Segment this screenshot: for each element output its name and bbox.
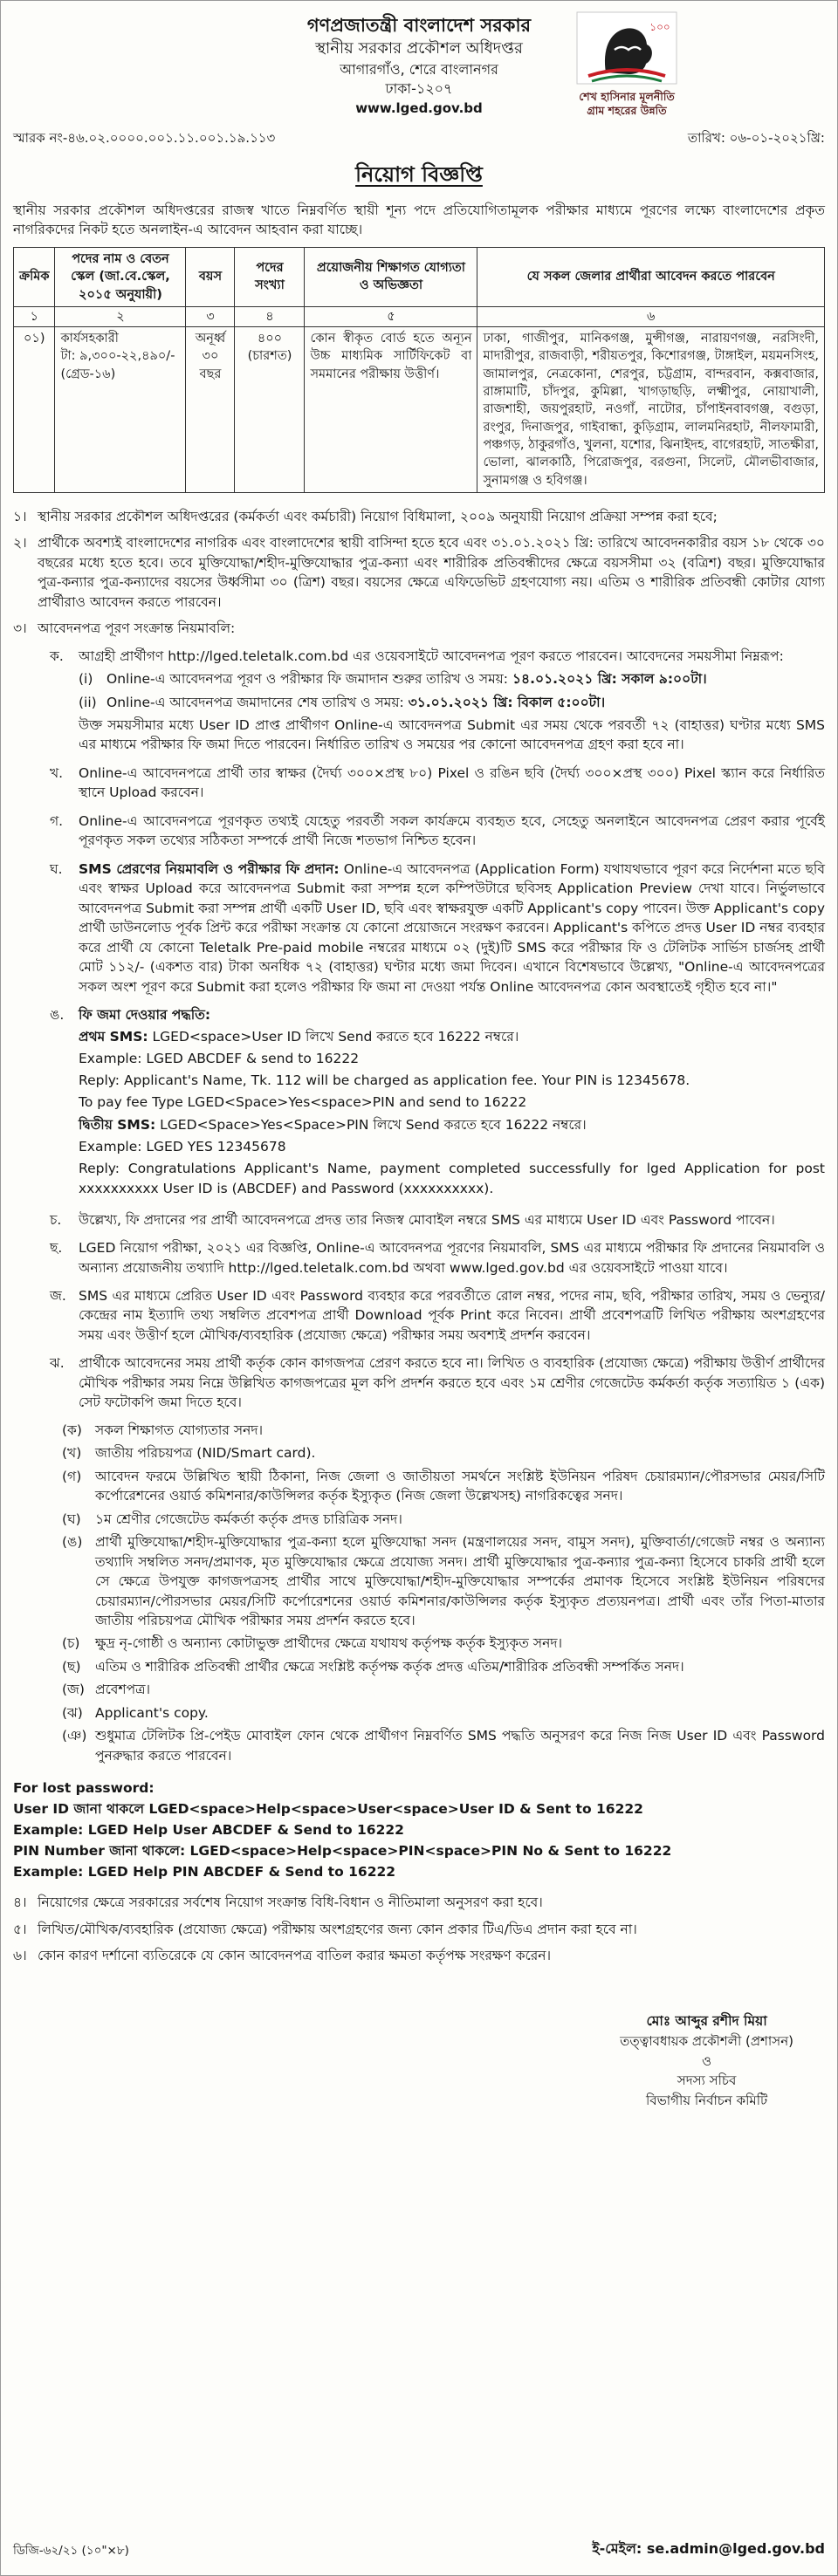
rule-gha (50, 860, 825, 997)
col-header-qualification: প্রয়োজনীয় শিক্ষাগত যোগ্যতা ও অভিজ্ঞতা (305, 247, 477, 306)
item-number: ১। (13, 508, 27, 524)
rule-chha (50, 1238, 825, 1278)
sms-text: Example: LGED ABCDEF & send to 16222 (79, 1050, 360, 1066)
item-text: আবেদনপত্র পূরণ সংক্রান্ত নিয়মাবলি: (38, 620, 236, 637)
cell-qualification: কোন স্বীকৃত বোর্ড হতে অন্যূন উচ্চ মাধ্যমিক সার্টিফিকেট বা সমমানের পরীক্ষায় উত্তীর্ণ। (305, 327, 477, 493)
rule-uno (50, 1005, 825, 1201)
doc-text: আবেদন ফরমে উল্লিখিত স্থায়ী ঠিকানা, নিজ জেলা ও জাতীয়তা সমর্থনে সংশ্লিষ্ট ইউনিয়ন পরিষদ চেয়ারম্যান/পৌরসভার মেয়র/সিটি কর্পোরেশনের ওয়ার্ড কমিশনার/কাউন্সিলর কর্তৃক ইস্যুকৃত (নিজ জেলা উল্লেখসহ) নাগরিকত্বের সনদ। (95, 1468, 825, 1504)
post-grade: (গ্রেড-১৬) (60, 367, 116, 381)
doc-label: (চ) (62, 1635, 80, 1652)
cell-post (55, 327, 186, 493)
issue-date: তারিখ: ০৬-০১-২০২১খ্রি: (687, 130, 825, 146)
col-header-count: পদের সংখ্যা (235, 247, 305, 306)
roman-text: Online-এ আবেদনপত্র পূরণ ও পরীক্ষার ফি জমাদান শুরুর তারিখ ও সময়: (106, 671, 509, 688)
post-name: কার্যসহকারী (60, 332, 119, 346)
colnum-2: ২ (55, 306, 186, 326)
doc-text: ক্ষুদ্র নৃ-গোষ্ঠী ও অন্যান্য কোটাভুক্ত প্রার্থীদের ক্ষেত্রে যথাযথ কর্তৃপক্ষ কর্তৃক ইস্যুকৃত সনদ। (95, 1635, 563, 1652)
signatory-title-2: ও (702, 2052, 712, 2069)
logo-caption-line-1: শেখ হাসিনার মূলনীতি (579, 90, 675, 103)
colnum-1: ১ (14, 306, 55, 326)
rule-ja (50, 1286, 825, 1345)
doc-label: (খ) (62, 1445, 82, 1462)
sms-text: Reply: Congratulations Applicant's Name, payment completed successfully for lged Application for post xxxxxxxxxx User ID is (ABCDEF) and Password (xxxxxxxxxx). (79, 1161, 825, 1197)
rule-kha (50, 764, 825, 803)
signatory-name: মোঃ আব্দুর রশীদ মিয়া (646, 2012, 767, 2029)
logo-badge-100: ১০০ (649, 21, 670, 33)
memo-row (13, 128, 825, 150)
document-header (13, 10, 825, 121)
intro-paragraph: স্থানীয় সরকার প্রকৌশল অধিদপ্তরের রাজস্ব খাতে নিম্নবর্ণিত স্থায়ী শূন্য পদে প্রতিযোগিতামূলক পরীক্ষার মাধ্যমে পূরণের লক্ষ্যে বাংলাদেশের প্রকৃত নাগরিকদের নিকট হতে অনলাইন-এ আবেদন আহবান করা যাচ্ছে। (13, 202, 825, 238)
signatory-title-4: বিভাগীয় নির্বাচন কমিটি (645, 2092, 768, 2108)
doc-item-gha (62, 1510, 825, 1529)
rule-label: চ. (50, 1211, 62, 1228)
item-text: কোন কারণ দর্শানো ব্যতিরেকে যে কোন আবেদনপত্র বাতিল করার ক্ষমতা কর্তৃপক্ষ সংরক্ষণ করেন। (38, 1948, 552, 1964)
sms-line (79, 1093, 825, 1113)
doc-label: (ঞ) (62, 1728, 87, 1744)
count-number: ৪০০ (257, 332, 283, 346)
memo-number: স্মারক নং-৪৬.০২.০০০০.০০১.১১.০০১.১৯.১১৩ (13, 130, 276, 146)
post-scale: টা: ৯,৩০০-২২,৪৯০/- (60, 349, 175, 364)
item-number: ৫। (13, 1921, 27, 1937)
doc-text: Applicant's copy. (95, 1704, 209, 1721)
roman-value: ৩১.০১.২০২১ খ্রি: বিকাল ৫:০০টা। (408, 694, 606, 710)
rule-label: খ. (50, 764, 64, 781)
mujib-100-logo-image (576, 11, 677, 85)
doc-label: (জ) (62, 1682, 85, 1698)
website-link[interactable]: www.lged.gov.bd (355, 100, 483, 117)
signature-block (13, 2011, 793, 2110)
doc-text: প্রার্থী মুক্তিযোদ্ধা/শহীদ-মুক্তিযোদ্ধার পুত্র-কন্যা হলে মুক্তিযোদ্ধা সনদ (মন্ত্রণালয়ের সনদ, বামুস সনদ), মুক্তিবার্তা/গেজেট নম্বর ও অন্যান্য তথ্যাদি সম্বলিত সনদ/প্রমাণক, মৃত মুক্তিযোদ্ধার ক্ষেত্রে প্রযোজ্য সনদ। প্রার্থী মুক্তিযোদ্ধার পুত্র-কন্যার পুত্র-কন্যা হিসেবে চাকরি প্রার্থী হলে সে ক্ষেত্রে উপযুক্ত কাগজপত্রসহ প্রার্থীর সাথে মুক্তিযোদ্ধা/শহীদ-মুক্তিযোদ্ধার সম্পর্কের প্রমাণক হিসেবে সংশ্লিষ্ট ইউনিয়ন পরিষদের চেয়ারম্যান/পৌরসভার মেয়র/সিটি কর্পোরেশনের ওয়ার্ড কমিশনার/কাউন্সিলর কর্তৃক ইস্যুকৃত প্রত্যয়নপত্র। প্রার্থী এবং তাঁর পিতা-মাতার জাতীয় পরিচয়পত্র মৌখিক পরীক্ষার সময় প্রদর্শন করতে হবে। (95, 1534, 825, 1629)
sms-text: LGED<Space>Yes<Space>PIN লিখে Send করতে হবে 16222 নম্বরে। (160, 1116, 587, 1133)
item-text: স্থানীয় সরকার প্রকৌশল অধিদপ্তরের (কর্মকর্তা এবং কর্মচারী) নিয়োগ বিধিমালা, ২০০৯ অনুযায়ী নিয়োগ প্রক্রিয়া সম্পন্ন করা হবে; (38, 508, 718, 524)
rule-ka (50, 647, 825, 755)
sms-text: To pay fee Type LGED<Space>Yes<space>PIN and send to 16222 (79, 1094, 527, 1111)
doc-item-chha (62, 1657, 825, 1676)
age-line-1: অনূর্ধ্ব (195, 332, 226, 346)
doc-item-ka (62, 1421, 825, 1440)
rule-label: ক. (50, 647, 64, 664)
rule-ka-item-ii (79, 693, 825, 712)
cell-age (186, 327, 235, 493)
rule-jha (50, 1353, 825, 1412)
rule-label: ঝ. (50, 1355, 65, 1372)
footer-row (13, 2511, 825, 2561)
col-header-post: পদের নাম ও বেতন স্কেল (জা.বে.স্কেল, ২০১৫ অনুযায়ী) (55, 247, 186, 306)
doc-label: (ক) (62, 1422, 82, 1438)
lost-password-heading: For lost password: (13, 1780, 155, 1797)
cell-districts: ঢাকা, গাজীপুর, মানিকগঞ্জ, মুন্সীগঞ্জ, নারায়ণগঞ্জ, নরসিংদী, মাদারীপুর, রাজবাড়ী, শরীয়তপুর, কিশোরগঞ্জ, টাঙ্গাইল, ময়মনসিংহ, জামালপুর, নেত্রকোনা, শেরপুর, চট্টগ্রাম, বান্দরবান, কক্সবাজার, রাঙ্গামাটি, চাঁদপুর, কুমিল্লা, খাগড়াছড়ি, লক্ষ্মীপুর, নোয়াখালী, রাজশাহী, জয়পুরহাট, নওগাঁ, নাটোর, চাঁপাইনবাবগঞ্জ, বগুড়া, রংপুর, দিনাজপুর, গাইবান্ধা, কুড়িগ্রাম, লালমনিরহাট, নীলফামারী, পঞ্চগড়, ঠাকুরগাঁও, খুলনা, যশোর, ঝিনাইদহ, বাগেরহাট, সাতক্ষীরা, ভোলা, ঝালকাঠি, পিরোজপুর, বরগুনা, সিলেট, মৌলভীবাজার, সুনামগঞ্জ ও হবিগঞ্জ। (477, 327, 825, 493)
table-colnum-row (14, 306, 825, 326)
colnum-3: ৩ (186, 306, 235, 326)
documents-list (62, 1417, 825, 1770)
item-number: ৩। (13, 620, 27, 637)
lost-password-line: Example: LGED Help User ABCDEF & Send to 16222 (13, 1822, 404, 1839)
rule-text: LGED নিয়োগ পরীক্ষা, ২০২১ এর বিজ্ঞপ্তি, Online-এ আবেদনপত্র পূরণের নিয়মাবলি, SMS এর মাধ্যমে পরীক্ষার ফি প্রদানের নিয়মাবলি ও অন্যান্য প্রয়োজনীয় তথ্যাদি http://lged.teletalk.com.bd অথবা www.lged.gov.bd এর ওয়েবসাইটে পাওয়া যাবে। (79, 1240, 825, 1276)
page-title: নিয়োগ বিজ্ঞপ্তি (355, 162, 483, 187)
sms-line (79, 1159, 825, 1200)
rule-text: SMS এর মাধ্যমে প্রেরিত User ID এবং Password ব্যবহার করে পরবর্তীতে রোল নম্বর, পদের নাম, ছবি, পরীক্ষার তারিখ, সময় ও ভেন্যুর/কেন্দ্রের নাম ইত্যাদি তথ্য সম্বলিত প্রবেশপত্র প্রার্থী Download পূর্বক Print করে নিবেন। প্রার্থী প্রবেশপত্রটি লিখিত পরীক্ষায় অংশগ্রহণের সময় এবং উত্তীর্ণ হলে মৌখিক/ব্যবহারিক (প্রযোজ্য ক্ষেত্রে) পরীক্ষার সময় অবশ্যই প্রদর্শন করবেন। (79, 1287, 825, 1343)
doc-text: এতিম ও শারীরিক প্রতিবন্ধী প্রার্থীর ক্ষেত্রে সংশ্লিষ্ট কর্তৃপক্ষ কর্তৃক প্রদত্ত এতিম/শারীরিক প্রতিবন্ধী সম্পর্কিত সনদ। (95, 1658, 684, 1675)
doc-item-ga (62, 1467, 825, 1506)
vacancy-table (13, 247, 825, 493)
rule-label: ঘ. (50, 860, 63, 877)
col-header-age: বয়স (186, 247, 235, 306)
table-header-row (14, 247, 825, 306)
item-text: নিয়োগের ক্ষেত্রে সরকারের সর্বশেষ নিয়োগ সংক্রান্ত বিধি-বিধান ও নীতিমালা অনুসরণ করা হবে। (38, 1894, 543, 1911)
sms-lead: দ্বিতীয় SMS: (79, 1116, 156, 1133)
doc-item-uno (62, 1532, 825, 1630)
logo-caption (574, 90, 680, 119)
table-row (14, 327, 825, 493)
address-line-2: ঢাকা-১২০৭ (385, 79, 453, 97)
rule-label: ঙ. (50, 1007, 65, 1024)
item-number: ২। (13, 535, 27, 552)
rule-gha-lead: SMS প্রেরণের নিয়মাবলি ও পরীক্ষার ফি প্রদান: (79, 860, 340, 877)
condition-item-4 (13, 1893, 825, 1912)
sms-line (79, 1027, 825, 1047)
rule-text: উল্লেখ্য, ফি প্রদানের পর প্রার্থী আবেদনপত্রে প্রদত্ত তার নিজস্ব মোবাইল নম্বরে SMS এর মাধ্যমে User ID এবং Password পাবেন। (79, 1211, 775, 1228)
rule-ka-item-i (79, 669, 825, 689)
lost-password-section (13, 1778, 825, 1882)
item-text: প্রার্থীকে অবশ্যই বাংলাদেশের নাগরিক এবং বাংলাদেশের স্থায়ী বাসিন্দা হতে হবে এবং ৩১.০১.২০২১ খ্রি: তারিখে আবেদনকারীর বয়স ১৮ থেকে ৩০ বছরের মধ্যে হতে হবে। তবে মুক্তিযোদ্ধা/শহীদ-মুক্তিযোদ্ধার পুত্র-কন্যা এবং শারীরিক প্রতিবন্ধীদের ক্ষেত্রে বয়সসীমা ৩২ (বত্রিশ) বছর। মুক্তিযোদ্ধার পুত্র-কন্যার পুত্র-কন্যাদের বয়সের উর্ধ্বসীমা ৩০ (ত্রিশ) বছর। বয়সের ক্ষেত্রে এফিডেভিট গ্রহণযোগ্য নয়। এতিম ও শারীরিক প্রতিবন্ধী কোটার যোগ্য প্রার্থীরাও আবেদন করতে পারবেন। (38, 535, 825, 610)
rule-text: Online-এ আবেদনপত্রে পূরণকৃত তথ্যই যেহেতু পরবর্তী সকল কার্যক্রমে ব্যবহৃত হবে, সেহেতু অনলাইনে আবেদনপত্র প্রেরণ করার পূর্বেই পূরণকৃত সকল তথ্যের সঠিকতা সম্পর্কে প্রার্থী নিজে শতভাগ নিশ্চিত হবেন। (79, 812, 825, 849)
condition-item-6 (13, 1946, 825, 1965)
cell-count (235, 327, 305, 493)
col-header-districts: যে সকল জেলার প্রার্থীরা আবেদন করতে পারবেন (477, 247, 825, 306)
rule-cha (50, 1210, 825, 1230)
sms-line (79, 1115, 825, 1135)
department-name: স্থানীয় সরকার প্রকৌশল অধিদপ্তর (315, 39, 523, 58)
signatory-title-3: সদস্য সচিব (677, 2072, 737, 2089)
title-wrap (13, 159, 825, 194)
rule-ka-note: উক্ত সময়সীমার মধ্যে User ID প্রাপ্ত প্রার্থীগণ Online-এ আবেদনপত্র Submit এর সময় থেকে পরবর্তী ৭২ (বাহাত্তর) ঘণ্টার মধ্যে SMS এর মাধ্যমে পরীক্ষার ফি জমা দিতে পারবেন। নির্ধারিত তারিখ ও সময়ের পর কোনো আবেদনপত্র গ্রহণ করা হবে না। (79, 717, 825, 753)
rule-label: ছ. (50, 1240, 63, 1257)
condition-item-5 (13, 1920, 825, 1939)
rule-text: প্রার্থীকে আবেদনের সময় প্রার্থী কর্তৃক কোন কাগজপত্র প্রেরণ করতে হবে না। লিখিত ও ব্যবহারিক (প্রযোজ্য ক্ষেত্রে) পরীক্ষায় উত্তীর্ণ প্রার্থীদের মৌখিক পরীক্ষার সময় নিম্নে উল্লিখিত কাগজপত্রের মূল কপি প্রদর্শন করতে হবে এবং ১ম শ্রেণীর গেজেটেড কর্মকর্তা কর্তৃক সত্যায়িত ১ (এক) সেট ফটোকপি জমা দিতে হবে। (79, 1355, 825, 1411)
doc-text: জাতীয় পরিচয়পত্র (NID/Smart card). (95, 1445, 316, 1462)
rule-label: জ. (50, 1287, 66, 1304)
doc-item-ja (62, 1680, 825, 1699)
lost-password-line: PIN Number জানা থাকলে: LGED<space>Help<space>PIN<space>PIN No & Sent to 16222 (13, 1843, 672, 1860)
item-text: লিখিত/মৌখিক/ব্যবহারিক (প্রযোজ্য ক্ষেত্রে) পরীক্ষায় অংশগ্রহণের জন্য কোন প্রকার টিএ/ডিএ প্রদান করা হবে না। (38, 1921, 637, 1937)
condition-item-1 (13, 507, 825, 526)
sms-text: Example: LGED YES 12345678 (79, 1138, 286, 1154)
roman-value: ১৪.০১.২০২১ খ্রি: সকাল ৯:০০টা। (512, 671, 707, 688)
email-address[interactable]: ই-মেইল: se.admin@lged.gov.bd (592, 2540, 825, 2557)
doc-item-nyo (62, 1726, 825, 1765)
lost-password-line: Example: LGED Help PIN ABCDEF & Send to 16222 (13, 1864, 396, 1881)
item-number: ৪। (13, 1894, 27, 1911)
doc-item-jha (62, 1703, 825, 1723)
sms-line (79, 1049, 825, 1069)
sms-line (79, 1137, 825, 1157)
sms-lead: প্রথম SMS: (79, 1028, 148, 1045)
doc-label: (ঘ) (62, 1511, 81, 1527)
condition-item-2 (13, 533, 825, 612)
doc-item-kha (62, 1443, 825, 1463)
sms-text: LGED<space>User ID লিখে Send করতে হবে 16222 নম্বরে। (152, 1028, 519, 1045)
sms-text: Reply: Applicant's Name, Tk. 112 will be charged as application fee. Your PIN is 12345678. (79, 1072, 690, 1089)
doc-label: (ঙ) (62, 1534, 83, 1551)
roman-text: Online-এ আবেদনপত্র জমাদানের শেষ তারিখ ও সময়: (106, 694, 404, 710)
government-title: গণপ্রজাতন্ত্রী বাংলাদেশ সরকার (306, 15, 532, 36)
roman-label: (ii) (79, 694, 97, 710)
rule-gha-text: Online-এ আবেদনপত্র (Application Form) যথাযথভাবে পূরণ করে নির্দেশনা মতে ছবি এবং স্বাক্ষর Upload করে আবেদনপত্র Submit করা সম্পন্ন হলে কম্পিউটারে ছবিসহ Application Preview দেখা যাবে। নির্ভুলভাবে আবেদনপত্র Submit করা সম্পন্ন প্রার্থী একটি User ID, ছবি এবং স্বাক্ষরযুক্ত একটি Applicant's copy পাবেন। উক্ত Applicant's copy প্রার্থী ডাউনলোড পূর্বক প্রিন্ট করে পরীক্ষা সংক্রান্ত যে কোনো প্রয়োজনে সংরক্ষণ করবেন। Applicant's কপিতে প্রদত্ত User ID নম্বর ব্যবহার করে প্রার্থী যে কোনো Teletalk Pre-paid mobile নম্বরের মাধ্যমে ০২ (দুই)টি SMS করে পরীক্ষার ফি ও টেলিটক সার্ভিস চার্জসহ প্রার্থী মোট ১১২/- (একশত বার) টাকা অনধিক ৭২ (বাহাত্তর) ঘণ্টার মধ্যে জমা দিবেন। এখানে বিশেষভাবে উল্লেখ্য, "Online-এ আবেদনপত্রের সকল অংশ পূরণ করে Submit করা হলেও পরীক্ষার ফি জমা না দেওয়া পর্যন্ত Online আবেদনপত্র কোন অবস্থাতেই গৃহীত হবে না।" (79, 860, 825, 995)
rule-ka-text: আগ্রহী প্রার্থীগণ http://lged.teletalk.com.bd এর ওয়েবসাইটে আবেদনপত্র পূরণ করতে পারবেন। আবেদনের সময়সীমা নিম্নরূপ: (79, 647, 784, 664)
mujib-100-logo (574, 11, 680, 119)
rule-label: গ. (50, 812, 64, 829)
logo-caption-line-2: গ্রাম শহরের উন্নতি (587, 104, 667, 118)
colnum-6: ৬ (477, 306, 825, 326)
count-words: (চারশত) (247, 349, 292, 364)
cell-serial: ০১) (14, 327, 55, 493)
rule-text: Online-এ আবেদনপত্রে প্রার্থী তার স্বাক্ষর (দৈর্ঘ্য ৩০০×প্রস্থ ৮০) Pixel ও রঙিন ছবি (দৈর্ঘ্য ৩০০×প্রস্থ ৩০০) Pixel স্ক্যান করে নির্ধারিত স্থানে Upload করবেন। (79, 764, 825, 801)
lost-password-line: User ID জানা থাকলে LGED<space>Help<space>User<space>User ID & Sent to 16222 (13, 1801, 643, 1818)
item-number: ৬। (13, 1948, 27, 1964)
rule-ga (50, 812, 825, 851)
colnum-5: ৫ (305, 306, 477, 326)
doc-label: (ছ) (62, 1658, 81, 1675)
doc-text: ১ম শ্রেণীর গেজেটেড কর্মকর্তা কর্তৃক প্রদত্ত চারিত্রিক সনদ। (95, 1511, 402, 1527)
address-line-1: আগারগাঁও, শেরে বাংলানগর (340, 60, 498, 78)
age-line-2: ৩০ বছর (199, 349, 222, 381)
doc-text: প্রবেশপত্র। (95, 1682, 151, 1698)
signatory-title-1: তত্ত্বাবধায়ক প্রকৌশলী (প্রশাসন) (620, 2033, 793, 2050)
doc-item-cha (62, 1634, 825, 1653)
colnum-4: ৪ (235, 306, 305, 326)
doc-label: (গ) (62, 1468, 82, 1484)
sms-line (79, 1071, 825, 1091)
roman-label: (i) (79, 671, 93, 688)
print-reference: ডিজি-৬২/২১ (১০"×৮) (13, 2544, 129, 2558)
doc-text: শুধুমাত্র টেলিটক প্রি-পেইড মোবাইল ফোন থেকে প্রার্থীগণ নিম্নবর্ণিত SMS পদ্ধতি অনুসরণ করে নিজ নিজ User ID এবং Password পুনরুদ্ধার করতে পারবেন। (95, 1728, 825, 1764)
col-header-serial: ক্রমিক (14, 247, 55, 306)
condition-item-3 (13, 619, 825, 638)
fee-method-heading: ফি জমা দেওয়ার পদ্ধতি: (79, 1007, 211, 1024)
doc-label: (ঝ) (62, 1704, 83, 1721)
doc-text: সকল শিক্ষাগত যোগ্যতার সনদ। (95, 1422, 264, 1438)
